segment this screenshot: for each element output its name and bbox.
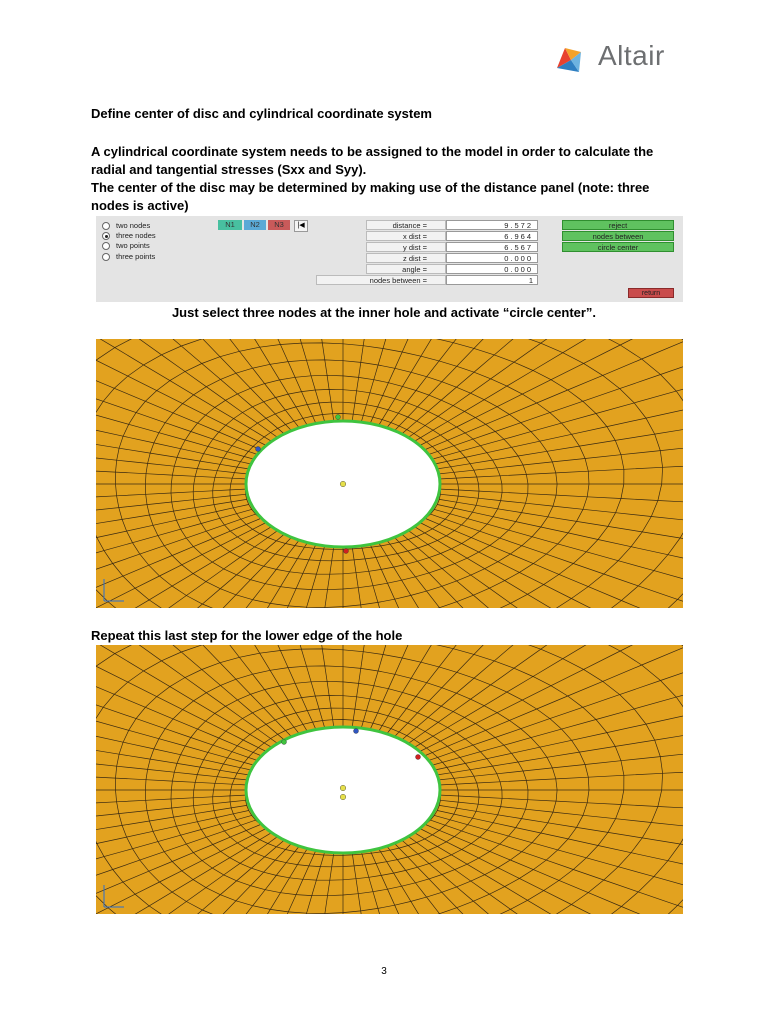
caption-repeat-step: Repeat this last step for the lower edge of the hole bbox=[91, 628, 403, 643]
page-number: 3 bbox=[381, 966, 387, 977]
y-dist-label: y dist = bbox=[366, 242, 446, 252]
radio-icon bbox=[102, 222, 110, 230]
nodes-between-value[interactable]: 1 bbox=[446, 275, 538, 285]
radio-two-nodes[interactable] bbox=[102, 221, 150, 230]
reset-arrow-icon[interactable]: |◀ bbox=[294, 220, 308, 232]
section-heading: Define center of disc and cylindrical coordinate system bbox=[91, 106, 432, 121]
angle-label: angle = bbox=[366, 264, 446, 274]
radio-three-points[interactable] bbox=[102, 252, 155, 261]
nodes-between-label: nodes between = bbox=[316, 275, 446, 285]
mesh-view-lower-edge bbox=[96, 645, 683, 914]
mesh-plot bbox=[96, 645, 683, 914]
radio-three-nodes[interactable] bbox=[102, 231, 156, 240]
nodes-between-button[interactable]: nodes between bbox=[562, 231, 674, 241]
caption-select-nodes: Just select three nodes at the inner hole and activate “circle center”. bbox=[171, 305, 597, 320]
distance-value[interactable]: 9.572 bbox=[446, 220, 538, 230]
circle-center-button[interactable]: circle center bbox=[562, 242, 674, 252]
radio-label: three nodes bbox=[116, 231, 156, 240]
paragraph-note: The center of the disc may be determined by making use of the distance panel (note: three nodes is active) bbox=[91, 180, 650, 213]
distance-label: distance = bbox=[366, 220, 446, 230]
distance-panel bbox=[96, 216, 683, 302]
mesh-plot bbox=[96, 339, 683, 608]
radio-icon bbox=[102, 253, 110, 261]
z-dist-label: z dist = bbox=[366, 253, 446, 263]
y-dist-value[interactable]: 6.567 bbox=[446, 242, 538, 252]
reject-button[interactable]: reject bbox=[562, 220, 674, 230]
radio-icon bbox=[102, 242, 110, 250]
mesh-view-upper-edge bbox=[96, 339, 683, 608]
z-dist-value[interactable]: 0.000 bbox=[446, 253, 538, 263]
radio-label: two points bbox=[116, 241, 150, 250]
x-dist-label: x dist = bbox=[366, 231, 446, 241]
node-n1-button[interactable]: N1 bbox=[218, 220, 242, 230]
logo-text: Altair bbox=[598, 40, 665, 71]
radio-label: three points bbox=[116, 252, 156, 261]
radio-selected-icon bbox=[102, 232, 110, 240]
radio-two-points[interactable] bbox=[102, 241, 150, 250]
return-button[interactable]: return bbox=[628, 288, 674, 298]
paragraph-intro: A cylindrical coordinate system needs to be assigned to the model in order to calculate the radial and tangential stresses (Sxx and Syy). bbox=[91, 144, 654, 177]
radio-label: two nodes bbox=[116, 221, 151, 230]
x-dist-value[interactable]: 6.964 bbox=[446, 231, 538, 241]
node-n2-button[interactable]: N2 bbox=[244, 220, 266, 230]
angle-value[interactable]: 0.000 bbox=[446, 264, 538, 274]
node-n3-button[interactable]: N3 bbox=[268, 220, 290, 230]
